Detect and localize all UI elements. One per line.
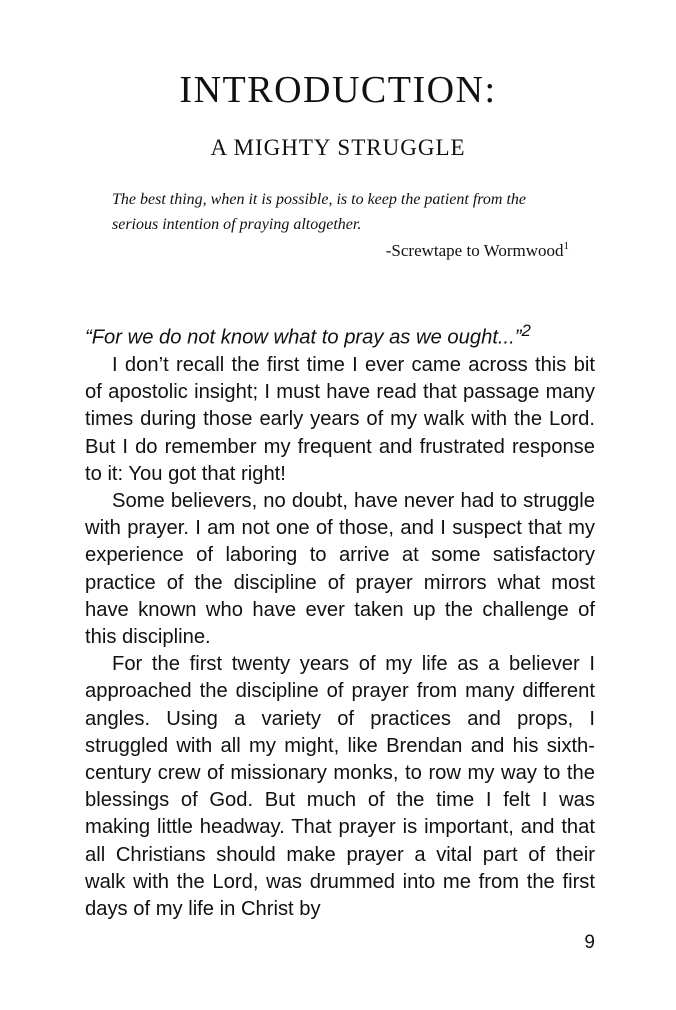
lead-quote-paragraph	[85, 317, 595, 352]
page-number: 9	[584, 932, 595, 953]
epigraph-attribution	[112, 239, 569, 263]
paragraph-2: Some believers, no doubt, have never had to struggle with prayer. I am not one of those, and I suspect that my experience of laboring to arrive at some satisfactory practice of the discipline of prayer mirrors what most have known who have ever taken up the challenge of this discipline.	[85, 489, 595, 648]
paragraph-3: For the first twenty years of my life as a believer I approached the discipline of prayer from many different angles. Using a variety of practices and props, I struggled with all my might, like Brendan and his sixth-century crew of missionary monks, to row my way to the blessings of God. But much of the time I felt I was making little headway. That prayer is important, and that all Christians should make prayer a vital part of their walk with the Lord, was drummed into me from the first days of my life in Christ by	[85, 653, 595, 920]
chapter-subtitle: A MIGHTY STRUGGLE	[210, 135, 466, 160]
footnote-ref-1: 1	[563, 240, 569, 252]
lead-quote: “For we do not know what to pray as we ought...”	[85, 326, 522, 349]
attribution-text: -Screwtape to Wormwood	[385, 241, 564, 260]
footnote-ref-2: 2	[521, 321, 531, 340]
body-text	[85, 317, 595, 923]
paragraph-1: I don’t recall the first time I ever came across this bit of apostolic insight; I must have read that passage many times during those early years of my walk with the Lord. But I do remember my frequent and frustrated response to it: You got that right!	[85, 353, 595, 485]
chapter-title: INTRODUCTION:	[179, 69, 497, 111]
epigraph-quote: The best thing, when it is possible, is to keep the patient from the serious intention of praying altogether.	[112, 191, 527, 233]
